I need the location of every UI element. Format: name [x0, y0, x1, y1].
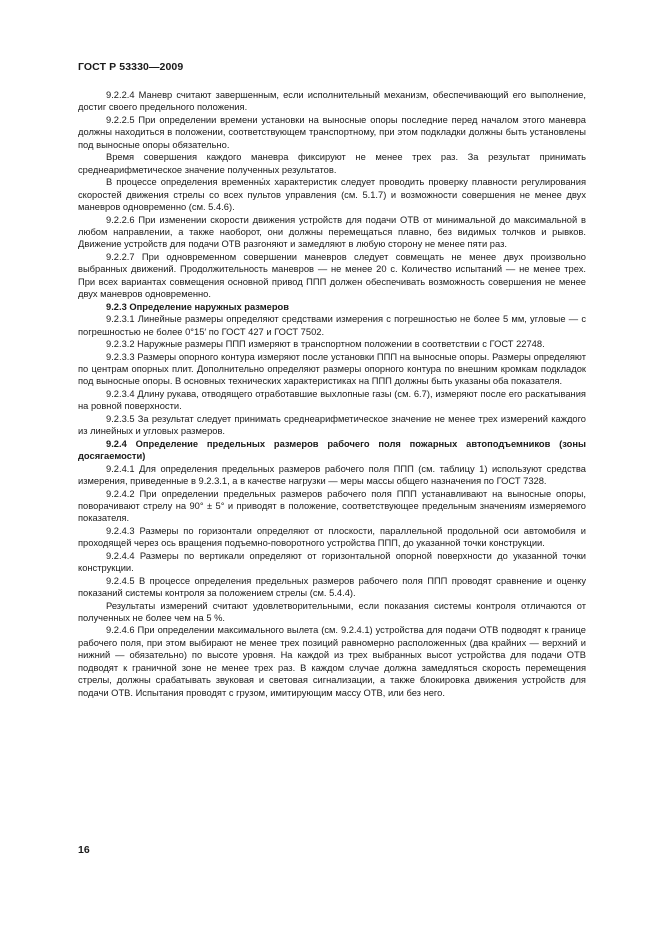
paragraph: 9.2.4.1 Для определения предельных размеров рабочего поля ППП (см. таблицу 1) используют средства измерения, приведенные в 9.2.3.1, а в качестве нагрузки — меры массы общего назначения по ГОСТ 7328.	[78, 463, 586, 487]
paragraph: 9.2.3.1 Линейные размеры определяют средствами измерения с погрешностью не более 5 мм, угловые — с погрешностью не более 0°15′ по ГОСТ 427 и ГОСТ 7502.	[78, 314, 586, 337]
paragraph: 9.2.2.7 При одновременном совершении маневров следует совмещать не менее двух произвольно выбранных движений. Продолжительность маневров — не менее 20 с. Количество испытаний — не менее трех. При всех вариантах совмещения основной привод ППП должен обеспечивать возможность совершения не менее двух маневров одновременно.	[78, 251, 586, 300]
page-number: 16	[78, 844, 90, 856]
paragraph: 9.2.4.2 При определении предельных размеров рабочего поля ППП устанавливают на выносные опоры, поворачивают стрелу на 90° ± 5° и приводят в положение, соответствующее предельным значениям измеряемого показателя.	[78, 488, 586, 524]
paragraph: 9.2.3.5 За результат следует принимать среднеарифметическое значение не менее трех измерений каждого из линейных и угловых размеров.	[78, 413, 586, 437]
document-header: ГОСТ Р 53330—2009	[78, 61, 184, 73]
paragraph: Результаты измерений считают удовлетворительными, если показания системы контроля отличаются от полученных не более чем на 5 %.	[78, 600, 586, 624]
paragraph: 9.2.4.4 Размеры по вертикали определяют от горизонтальной опорной поверхности до указанной точки конструкции.	[78, 550, 586, 574]
section-heading: 9.2.3 Определение наружных размеров	[106, 301, 289, 312]
paragraph: 9.2.3.4 Длину рукава, отводящего отработавшие выхлопные газы (см. 6.7), измеряют после его раскатывания на ровной поверхности.	[78, 388, 586, 412]
paragraph: 9.2.4.5 В процессе определения предельных размеров рабочего поля ППП проводят сравнение и оценку показаний системы контроля за положением стрелы (см. 5.4.4).	[78, 575, 586, 599]
paragraph: 9.2.3.2 Наружные размеры ППП измеряют в транспортном положении в соответствии с ГОСТ 22748.	[106, 339, 545, 350]
paragraph: 9.2.4.6 При определении максимального вылета (см. 9.2.4.1) устройства для подачи ОТВ подводят к границе рабочего поля, при этом выбирают не менее трех позиций равномерно расположенных (два крайних — верхний и нижний — обязательно) по высоте уровня. На каждой из трех выбранных высот устройства для подачи ОТВ подводят к граничной зоне не менее трех раз. В каждом случае должна замедляться скорость перемещения стрелы, должны срабатывать звуковая и световая сигнализации, а также блокировка движения устройств для подачи ОТВ. Испытания проводят с грузом, имитирующим массу ОТВ, или без него.	[78, 625, 586, 698]
section-heading: 9.2.4 Определение предельных размеров рабочего поля пожарных автоподъемников (зоны досягаемости)	[78, 438, 586, 462]
document-body	[78, 89, 586, 699]
paragraph: 9.2.3.3 Размеры опорного контура измеряют после установки ППП на выносные опоры. Размеры определяют по центрам опорных плит. Дополнительно определяют размеры опорного контура по внешним кромкам подкладок под выносные опоры. В основных технических характеристиках на ППП должны быть указаны оба показателя.	[78, 351, 586, 387]
paragraph: 9.2.4.3 Размеры по горизонтали определяют от плоскости, параллельной продольной оси автомобиля и проходящей через ось вращения подъемно-поворотного устройства ППП, до указанной точки конструкции.	[78, 525, 586, 549]
paragraph: Время совершения каждого маневра фиксируют не менее трех раз. За результат принимать среднеарифметическое значение полученных результатов.	[78, 152, 586, 175]
paragraph: 9.2.2.4 Маневр считают завершенным, если исполнительный механизм, обеспечивающий его выполнение, достиг своего предельного положения.	[78, 90, 586, 113]
paragraph: В процессе определения временны́х характеристик следует проводить проверку плавности регулирования скоростей движения стрелы со всех пультов управления (см. 5.1.7) и возможности совершения не менее двух маневров одновременно (см. 5.4.6).	[78, 177, 586, 213]
paragraph: 9.2.2.5 При определении времени установки на выносные опоры последние перед началом этого маневра должны находиться в положении, соответствующем транспортному, при этом подкладки должны быть установлены под выносные опоры обязательно.	[78, 114, 586, 150]
paragraph: 9.2.2.6 При изменении скорости движения устройств для подачи ОТВ от минимальной до максимальной в любом направлении, а также наоборот, они должны перемещаться плавно, без видимых толчков и рывков. Движение устройств для подачи ОТВ разгоняют и замедляют в любую сторону не менее пяти раз.	[78, 214, 586, 250]
